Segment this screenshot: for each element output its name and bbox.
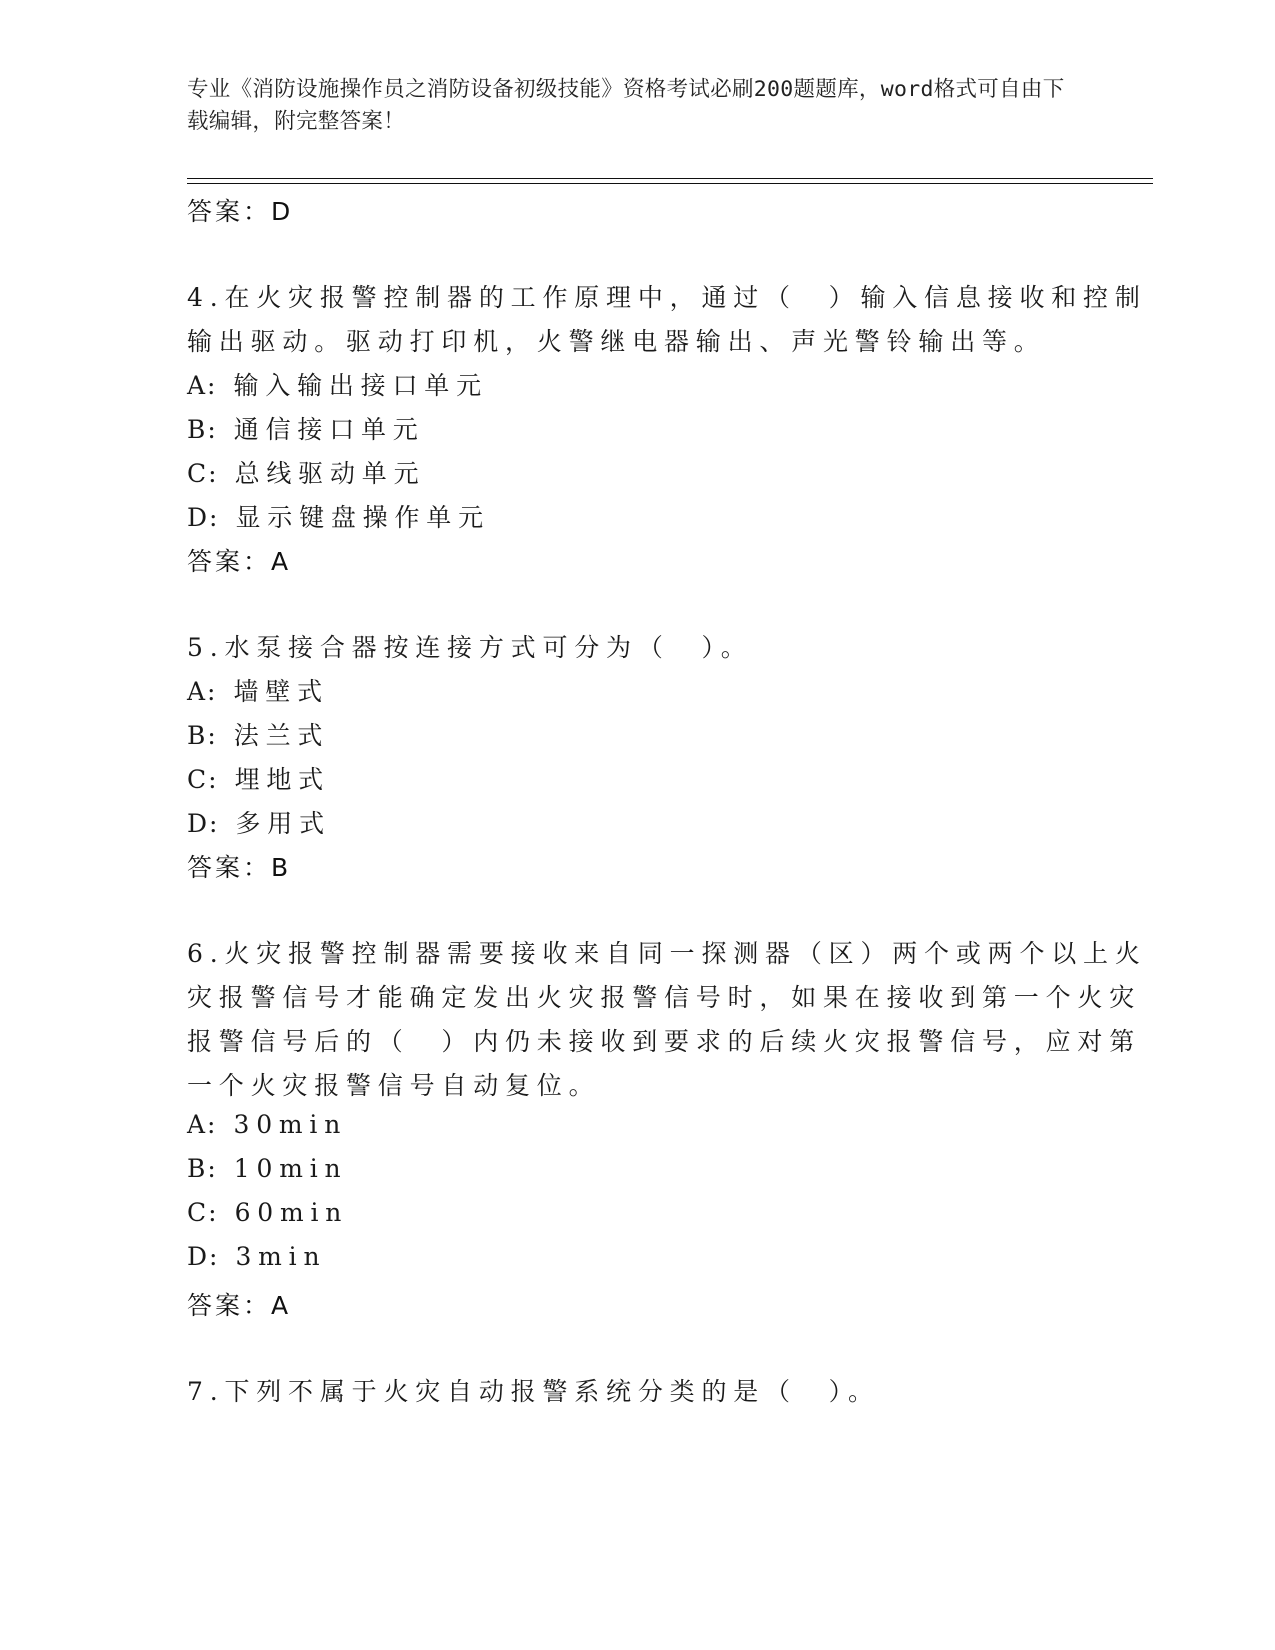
question-5-option-c bbox=[187, 760, 330, 796]
option-label: B: bbox=[187, 415, 218, 444]
question-5-answer: 答案：B bbox=[187, 853, 292, 882]
option-text: 埋地式 bbox=[234, 765, 330, 794]
question-6-answer: 答案：A bbox=[187, 1291, 292, 1320]
question-6-line-4: 一个火灾报警信号自动复位。 bbox=[187, 1071, 601, 1100]
question-6-option-b bbox=[187, 1154, 347, 1183]
option-label: D: bbox=[187, 1242, 220, 1271]
question-4-line-1: 4.在火灾报警控制器的工作原理中，通过（ ）输入信息接收和控制 bbox=[187, 283, 1147, 312]
option-label: D: bbox=[187, 503, 220, 532]
document-header: 专业《消防设施操作员之消防设备初级技能》资格考试必刷200题题库，word格式可自由下载编辑，附完整答案！ bbox=[187, 77, 1065, 134]
question-5-option-a bbox=[187, 672, 329, 708]
question-6-option-d bbox=[187, 1242, 326, 1271]
option-text: 10min bbox=[233, 1154, 348, 1183]
option-text: 30min bbox=[233, 1110, 348, 1139]
question-4-option-d bbox=[187, 498, 490, 534]
header-rule-bottom bbox=[187, 183, 1153, 184]
question-4-option-a bbox=[187, 366, 488, 402]
option-text: 总线驱动单元 bbox=[234, 459, 426, 488]
option-text: 墙壁式 bbox=[233, 677, 329, 706]
option-text: 60min bbox=[234, 1198, 349, 1227]
answer-previous: 答案：D bbox=[187, 197, 294, 226]
question-6-line-1: 6.火灾报警控制器需要接收来自同一探测器（区）两个或两个以上火 bbox=[187, 939, 1147, 968]
question-6-line-3: 报警信号后的（ ）内仍未接收到要求的后续火灾报警信号，应对第 bbox=[187, 1027, 1142, 1056]
question-4-option-c bbox=[187, 454, 425, 490]
option-text: 输入输出接口单元 bbox=[233, 371, 488, 400]
option-label: C: bbox=[187, 1198, 219, 1227]
option-label: C: bbox=[187, 765, 219, 794]
option-label: B: bbox=[187, 1154, 218, 1183]
question-6-option-a bbox=[187, 1110, 347, 1139]
option-text: 显示键盘操作单元 bbox=[235, 503, 490, 532]
option-label: A: bbox=[187, 677, 218, 706]
option-label: D: bbox=[187, 809, 220, 838]
option-label: A: bbox=[187, 371, 218, 400]
option-label: C: bbox=[187, 459, 219, 488]
question-4-answer: 答案：A bbox=[187, 547, 292, 576]
option-label: B: bbox=[187, 721, 218, 750]
option-text: 法兰式 bbox=[233, 721, 330, 750]
option-label: A: bbox=[187, 1110, 218, 1139]
question-6-option-c bbox=[187, 1198, 348, 1227]
question-4-line-2: 输出驱动。驱动打印机，火警继电器输出、声光警铃输出等。 bbox=[187, 327, 1046, 356]
question-7-line-1: 7.下列不属于火灾自动报警系统分类的是（ ）。 bbox=[187, 1377, 880, 1406]
question-5-line-1: 5.水泵接合器按连接方式可分为（ ）。 bbox=[187, 633, 753, 662]
question-6-line-2: 灾报警信号才能确定发出火灾报警信号时，如果在接收到第一个火灾 bbox=[187, 983, 1142, 1012]
header-rule-top bbox=[187, 178, 1153, 179]
option-text: 3min bbox=[235, 1242, 327, 1271]
option-text: 通信接口单元 bbox=[233, 415, 425, 444]
question-4-option-b bbox=[187, 410, 425, 446]
option-text: 多用式 bbox=[235, 809, 331, 838]
question-5-option-b bbox=[187, 716, 329, 752]
question-5-option-d bbox=[187, 804, 331, 840]
